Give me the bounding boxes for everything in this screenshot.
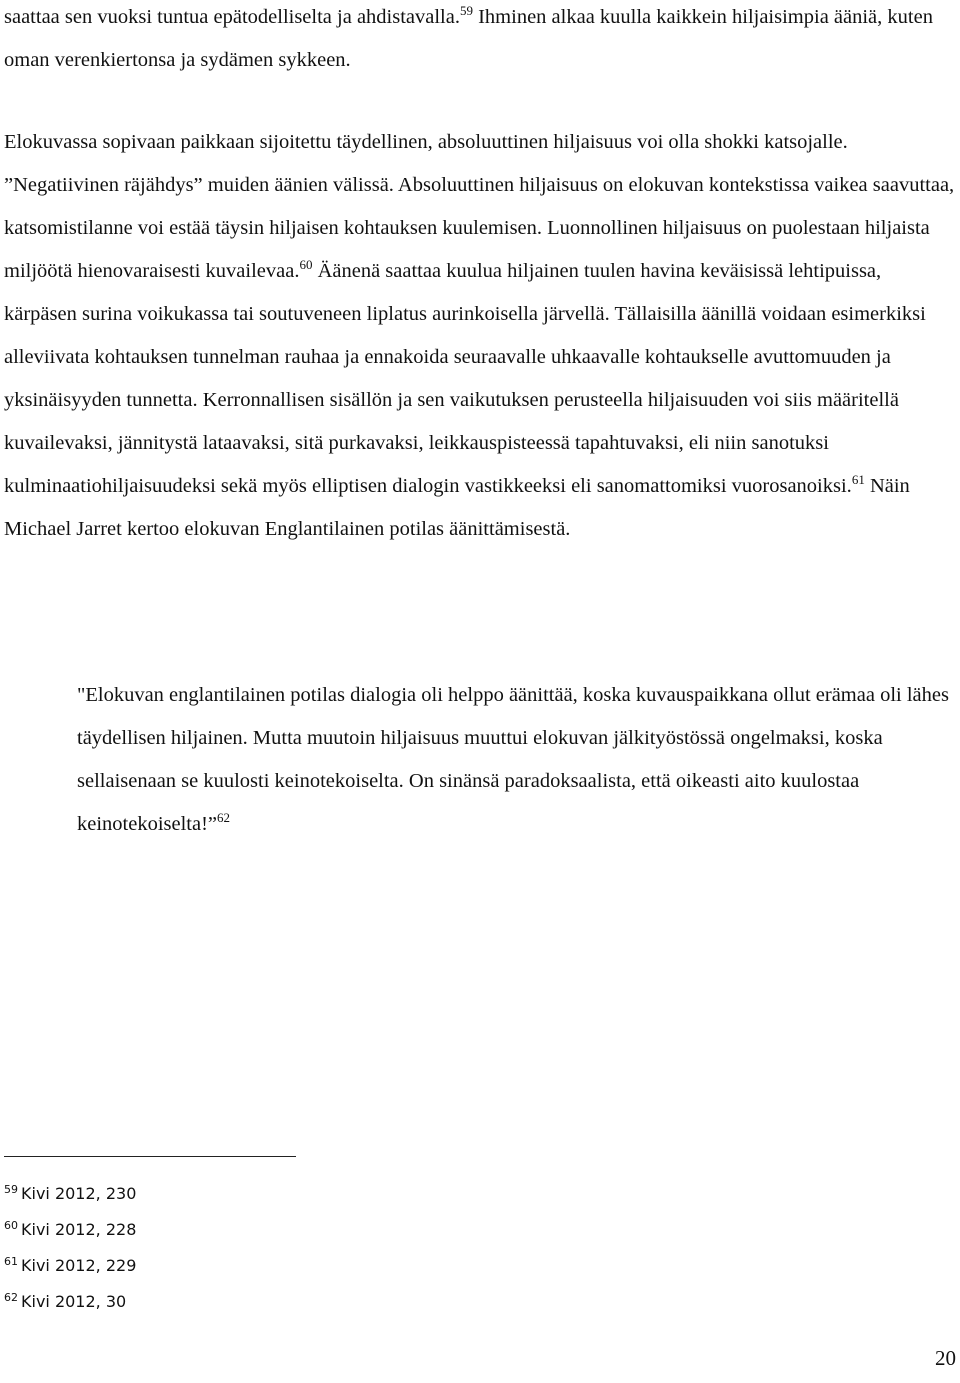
- footnote-text: Kivi 2012, 230: [21, 1184, 137, 1203]
- footnote-divider: [4, 1156, 296, 1157]
- quote-text: "Elokuvan englantilainen potilas dialogia oli helppo äänittää, koska kuvauspaikkana ollut erämaa oli lähes täydellisen hiljainen. Mutta muutoin hiljaisuus muuttui elokuvan jälkityöstössä ongelmaksi, koska sellaisenaan se kuulosti keinotekoiselta. On sinänsä paradoksaalista, että oikeasti aito kuulostaa keinotekoiselta!”: [77, 684, 949, 835]
- footnote-ref-61[interactable]: 61: [851, 472, 865, 487]
- paragraph-2-text-b: Äänenä saattaa kuulua hiljainen tuulen havina keväisissä lehtipuissa, kärpäsen surina voikukassa tai soutuveneen liplatus aurinkoisella järvellä. Tällaisilla äänillä voidaan esimerkiksi alleviivata kohtauksen tunnelman rauhaa ja ennakoida seuraavalle uhkaavalle kohtaukselle avuttomuuden ja yksinäisyyden tunnetta. Kerronnallisen sisällön ja sen vaikutuksen perusteella hiljaisuuden voi siis määritellä kuvailevaksi, jännitystä lataavaksi, sitä purkavaksi, leikkauspisteessä tapahtuvaksi, eli niin sanotuksi kulminaatiohiljaisuudeksi sekä myös elliptisen dialogin vastikkeeksi eli sanomattomiksi vuorosanoiksi.: [4, 260, 926, 497]
- footnote-ref-59[interactable]: 59: [459, 3, 473, 18]
- footnote-item: [4, 1176, 136, 1212]
- footnote-text: Kivi 2012, 30: [21, 1292, 127, 1311]
- block-quote: [77, 674, 957, 846]
- body-paragraph-1: [4, 0, 956, 82]
- footnote-number: 62: [4, 1291, 18, 1304]
- footnote-number: 61: [4, 1255, 18, 1268]
- footnote-text: Kivi 2012, 228: [21, 1220, 137, 1239]
- footnote-item: [4, 1248, 136, 1284]
- footnote-number: 60: [4, 1219, 18, 1232]
- body-paragraph-2: [4, 121, 956, 551]
- footnote-ref-60[interactable]: 60: [299, 257, 313, 272]
- paragraph-2-text-c: Näin Michael Jarret kertoo elokuvan Englantilainen potilas äänittämisestä.: [4, 475, 910, 540]
- page-number: 20: [935, 1346, 956, 1370]
- footnote-number: 59: [4, 1183, 18, 1196]
- footnote-item: [4, 1284, 136, 1320]
- footnote-item: [4, 1212, 136, 1248]
- paragraph-1-text-b: Ihminen alkaa kuulla kaikkein hiljaisimpia ääniä, kuten oman verenkiertonsa ja sydämen sykkeen.: [4, 6, 933, 71]
- footnote-list: [4, 1176, 136, 1320]
- footnote-ref-62[interactable]: 62: [217, 810, 231, 825]
- paragraph-1-text-a: saattaa sen vuoksi tuntua epätodelliselta ja ahdistavalla.: [4, 6, 460, 28]
- paragraph-2-text-a: Elokuvassa sopivaan paikkaan sijoitettu täydellinen, absoluuttinen hiljaisuus voi olla shokki katsojalle. ”Negatiivinen räjähdys” muiden äänien välissä. Absoluuttinen hiljaisuus on elokuvan kontekstissa vaikea saavuttaa, katsomistilanne voi estää täysin hiljaisen kohtauksen kuulemisen. Luonnollinen hiljaisuus on puolestaan hiljaista miljöötä hienovaraisesti kuvailevaa.: [4, 131, 955, 282]
- footnote-text: Kivi 2012, 229: [21, 1256, 137, 1275]
